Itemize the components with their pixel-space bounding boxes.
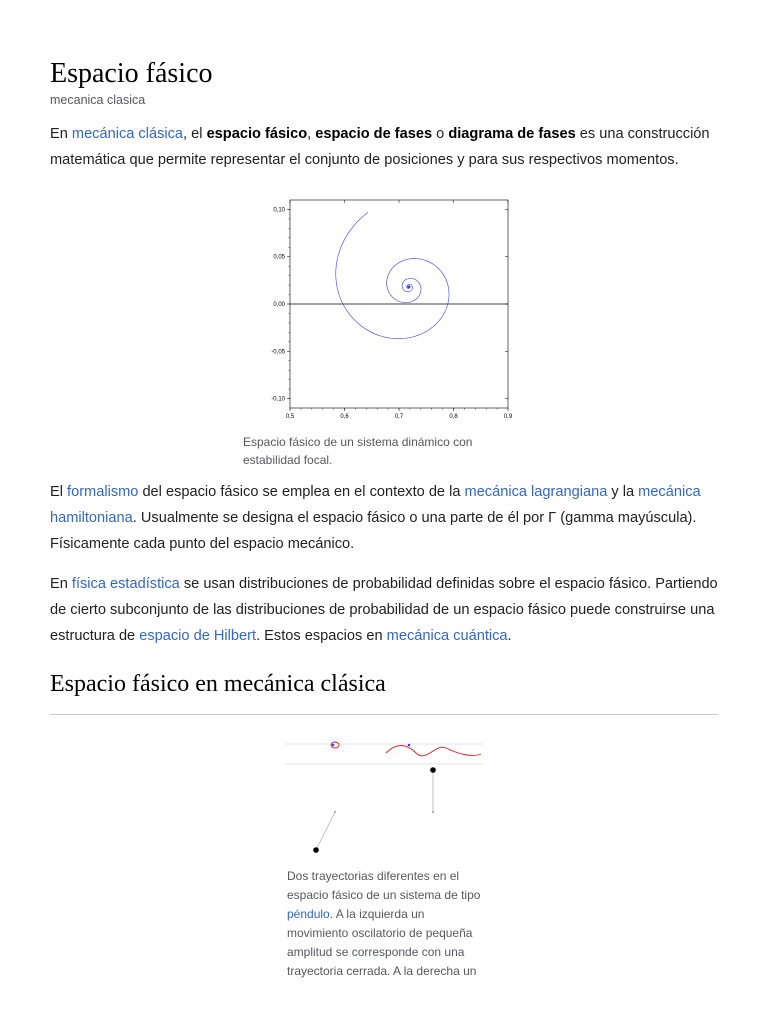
pivot-left [334,811,336,813]
open-trajectory [386,746,481,756]
p2-text-4: . Usualmente se designa el espacio fásico o una parte de él por Γ (gamma mayúscula). Físicamente cada punto del espacio mecánico. [50,510,697,552]
link-espacio-de-hilbert[interactable]: espacio de Hilbert [139,628,257,644]
y-tick-label: 0,05 [273,254,285,261]
p3-text-2: se usan distribuciones de probabilidad definidas sobre el espacio fásico. Partiendo de cierto subconjunto de las distribuciones de probabilidad de un espacio fásico puede construirse una estructura de [50,576,718,644]
bold-espacio-de-fases: espacio de fases [315,126,433,142]
intro-text-2: , el [183,126,207,142]
x-tick-label: 0,7 [394,414,404,420]
link-mecanica-lagrangiana[interactable]: mecánica lagrangiana [464,484,608,500]
link-fisica-estadistica[interactable]: física estadística [71,576,180,592]
p3-text-1: En [50,576,72,592]
fig2-caption-text-1: Dos trayectorias diferentes en el espacio fásico de un sistema de tipo [287,869,481,902]
y-tick-label: 0,00 [273,302,285,308]
pendulum-rod-left [316,812,335,850]
x-tick-label: 0,6 [340,414,349,420]
intro-text-4: o [432,126,449,142]
y-tick-label: 0,10 [273,207,285,214]
link-mecanica-clasica[interactable]: mecánica clásica [71,126,184,142]
y-tick-label: -0,05 [271,349,285,356]
phase-point-left [332,744,335,747]
page-title: Espacio fásico [50,58,213,89]
phase-space-chart [240,196,520,426]
x-tick-label: 0,9 [503,414,513,420]
link-mecanica-hamiltoniana[interactable]: mecánica hamiltoniana [50,484,701,526]
pendulum-bob-right [430,767,436,773]
intro-text-5: es una construcción matemática que permite representar el conjunto de posiciones y para sus respectivos momentos. [50,126,710,168]
x-tick-label: 0,8 [449,414,458,420]
section-heading: Espacio fásico en mecánica clásica [50,671,386,697]
bold-espacio-fasico: espacio fásico [206,126,308,142]
p2-text-3: y la [607,484,639,500]
pendulum-animation [285,732,485,862]
page-subtitle: mecanica clasica [50,93,146,107]
y-tick-label: -0,10 [271,396,285,403]
phase-point-right [408,744,411,747]
figure1-caption: Espacio fásico de un sistema dinámico con estabilidad focal. [243,435,473,467]
link-mecanica-cuantica[interactable]: mecánica cuántica [386,628,508,644]
x-tick-label: 0,5 [285,414,295,420]
p3-text-4: . [507,628,512,644]
pendulum-figure[interactable] [285,732,485,862]
section-divider [50,714,718,715]
pendulum-bob-left [313,847,319,853]
p2-text-1: El [50,484,68,500]
intro-paragraph [50,121,720,173]
intro-text-3: , [307,126,316,142]
focus-point [407,285,410,288]
pivot-right [432,811,434,813]
formalism-paragraph [50,479,720,557]
statistics-paragraph [50,571,720,649]
link-formalismo[interactable]: formalismo [67,484,139,500]
fig2-caption-text-2: . A la izquierda un movimiento oscilatorio de pequeña amplitud se corresponde con una trayectoria cerrada. A la derecha un [287,907,477,978]
intro-text-1: En [50,126,72,142]
link-pendulo[interactable]: péndulo [287,907,330,921]
bold-diagrama-de-fases: diagrama de fases [448,126,576,142]
figure2-caption [287,867,487,981]
p2-text-2: del espacio fásico se emplea en el contexto de la [138,484,465,500]
p3-text-3: . Estos espacios en [256,628,387,644]
